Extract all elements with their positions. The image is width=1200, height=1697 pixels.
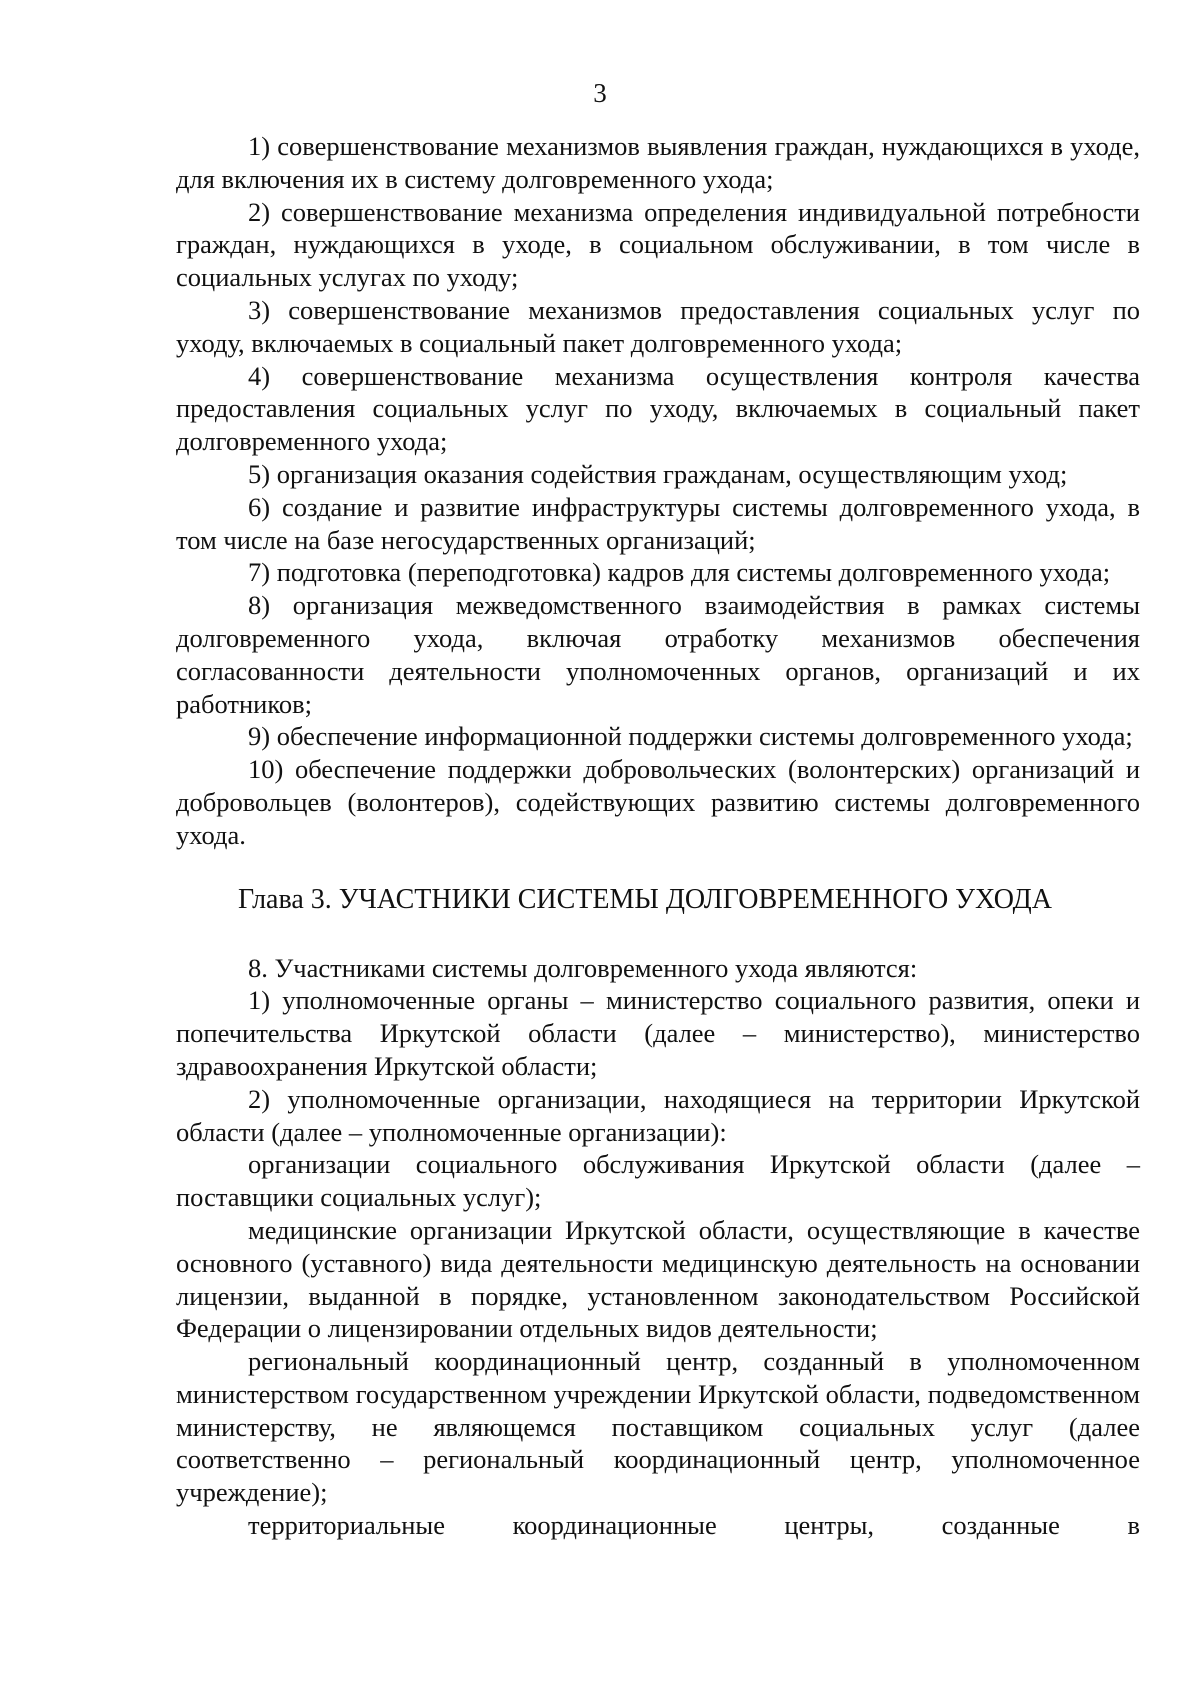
participant-social-providers: организации социального обслуживания Иркутской области (далее – поставщики социальных услуг); <box>176 1149 1140 1213</box>
list-item-6: 6) создание и развитие инфраструктуры системы долговременного ухода, в том числе на базе негосударственных организаций; <box>176 491 1140 555</box>
document-body <box>176 130 1140 1542</box>
list-item-4: 4) совершенствование механизма осуществления контроля качества предоставления социальных услуг по уходу, включаемых в социальный пакет долговременного ухода; <box>176 360 1140 457</box>
participant-item-2: 2) уполномоченные организации, находящиеся на территории Иркутской области (далее – уполномоченные организации): <box>176 1083 1140 1147</box>
list-item-5: 5) организация оказания содействия гражданам, осуществляющим уход; <box>248 458 1068 489</box>
clause-8: 8. Участниками системы долговременного ухода являются: <box>248 952 918 983</box>
list-item-8: 8) организация межведомственного взаимодействия в рамках системы долговременного ухода, включая отработку механизмов обеспечения согласованности деятельности уполномоченных органов, организаций и их работников; <box>176 590 1140 719</box>
chapter-heading: Глава 3. УЧАСТНИКИ СИСТЕМЫ ДОЛГОВРЕМЕННОГО УХОДА <box>238 883 1052 915</box>
list-item-3: 3) совершенствование механизмов предоставления социальных услуг по уходу, включаемых в социальный пакет долговременного ухода; <box>176 294 1140 358</box>
participant-item-1: 1) уполномоченные органы – министерство социального развития, опеки и попечительства Иркутской области (далее – министерство), министерство здравоохранения Иркутской области; <box>176 985 1140 1081</box>
list-item-9: 9) обеспечение информационной поддержки системы долговременного ухода; <box>248 721 1133 752</box>
participant-medical-orgs: медицинские организации Иркутской области, осуществляющие в качестве основного (уставного) вида деятельности медицинскую деятельность на основании лицензии, выданной в порядке, установленном законодательством Российской Федерации о лицензировании отдельных видов деятельности; <box>176 1214 1140 1344</box>
participant-territorial-centers: территориальные координационные центры, созданные в <box>248 1510 1140 1541</box>
list-item-7: 7) подготовка (переподготовка) кадров для системы долговременного ухода; <box>248 557 1111 588</box>
list-item-10: 10) обеспечение поддержки добровольческих (волонтерских) организаций и добровольцев (волонтеров), содействующих развитию системы долговременного ухода. <box>176 754 1140 850</box>
page-number: 3 <box>593 78 607 108</box>
list-item-2: 2) совершенствование механизма определения индивидуальной потребности граждан, нуждающихся в уходе, в социальном обслуживании, в том числе в социальных услугах по уходу; <box>176 196 1140 293</box>
list-item-1: 1) совершенствование механизмов выявления граждан, нуждающихся в уходе, для включения их в систему долговременного ухода; <box>176 131 1140 194</box>
participant-regional-center: региональный координационный центр, созданный в уполномоченном министерством государственном учреждении Иркутской области, подведомственном министерству, не являющемся поставщиком социальных услуг (далее соответственно – региональный координационный центр, уполномоченное учреждение); <box>176 1346 1140 1508</box>
